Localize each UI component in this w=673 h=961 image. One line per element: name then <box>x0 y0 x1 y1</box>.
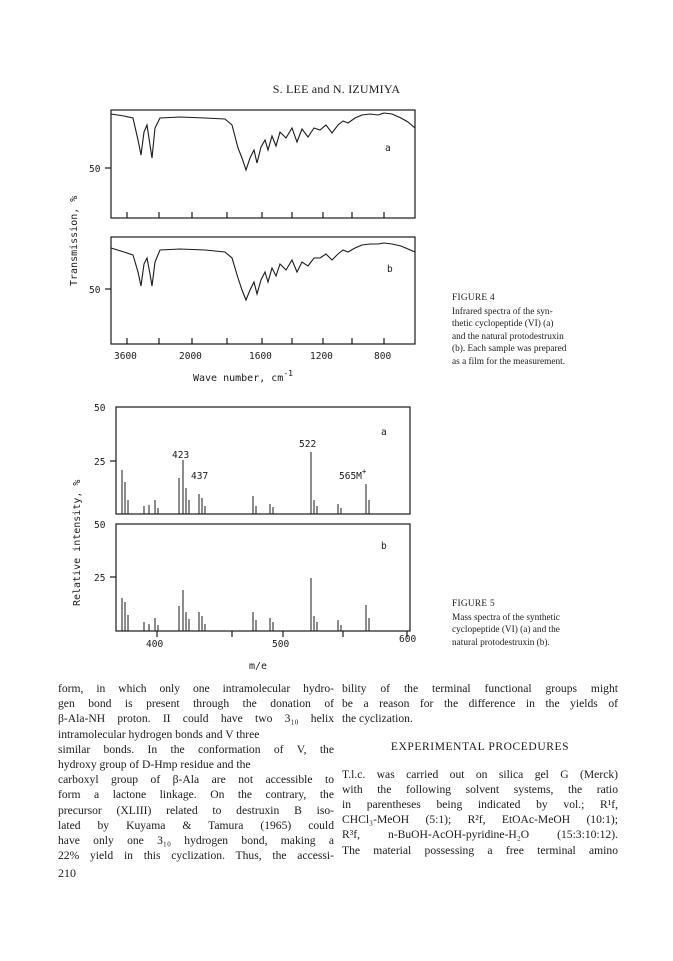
ms-x-tick-label-600: 600 <box>399 634 417 645</box>
caption-line: cyclopeptide (VI) (a) and the <box>452 625 560 636</box>
caption-line: natural protodestruxin (b). <box>452 637 550 648</box>
body-text-line: T.l.c. was carried out on silica gel G (Merck) <box>342 767 618 781</box>
body-text-line: in parentheses being indicated by vol.; R¹f, <box>342 797 618 811</box>
caption-line: and the natural protodestruxin <box>452 331 564 342</box>
ir-spectrum-b <box>111 243 415 300</box>
figure-4-caption <box>452 292 607 369</box>
ir-x-tick-label-1200: 1200 <box>310 351 333 362</box>
body-text-line: similar bonds. In the conformation of V, the <box>58 742 334 756</box>
body-text-line: have only one 3₁₀ hydrogen bond, making a <box>58 833 334 847</box>
body-text-line: form, in which only one intramolecular hydro- <box>58 682 334 695</box>
figure-5-caption <box>452 598 607 649</box>
ms-y-axis-label: Relative intensity, % <box>72 479 83 606</box>
body-text-line: carboxyl group of β-Ala are not accessible to <box>58 773 334 787</box>
body-text-line: form a lactone linkage. On the contrary, the <box>58 788 334 802</box>
ms-peaks-a <box>122 452 369 514</box>
body-text-line: intramolecular hydrogen bonds and V three <box>58 727 260 741</box>
ms-panel-b-label: b <box>381 541 387 552</box>
body-text-line: precursor (XLIII) related to destruxin B iso- <box>58 803 334 817</box>
caption-line: as a film for the measurement. <box>452 356 566 367</box>
ir-x-tick-label-1600: 1600 <box>249 351 272 362</box>
figure-5-caption-title: FIGURE 5 <box>452 599 495 609</box>
ms-x-tick-label-400: 400 <box>146 639 164 650</box>
ms-panel-a-tick-label-25: 25 <box>94 457 106 468</box>
ir-panel-a-frame <box>111 110 415 218</box>
body-text-line: β-Ala-NH proton. II could have two 3₁₀ helix <box>58 712 334 726</box>
ir-x-axis-label: Wave number, $cm^{-1}$ <box>193 369 293 384</box>
ir-panel-b-tick-label: 50 <box>89 285 101 296</box>
caption-line: thetic cyclopeptide (VI) (a) <box>452 319 554 330</box>
caption-line: (b). Each sample was prepared <box>452 344 567 355</box>
ms-x-tick-label-500: 500 <box>272 639 290 650</box>
body-left-column <box>58 681 334 863</box>
ms-panel-a-tick-label-50: 50 <box>94 403 106 414</box>
body-text-line: 22% yield in this cyclization. Thus, the accessi- <box>58 849 334 863</box>
body-right-column <box>342 681 618 858</box>
body-text-line: hydroxy group of D-Hmp residue and the <box>58 757 251 771</box>
ms-panel-a-label: a <box>381 427 387 438</box>
ir-x-tick-label-800: 800 <box>374 351 392 362</box>
body-text-line: R³f, n-BuOH-AcOH-pyridine-H₂O (15:3:10:12). <box>342 828 618 842</box>
ms-peak-label-423: 423 <box>172 450 190 461</box>
ms-panel-b-tick-label-50: 50 <box>94 520 106 531</box>
body-text-line: bility of the terminal functional groups might <box>342 682 618 695</box>
figure-4-caption-title: FIGURE 4 <box>452 293 495 303</box>
ir-panel-a-tick-label: 50 <box>89 164 101 175</box>
ir-x-tick-label-3600: 3600 <box>114 351 137 362</box>
body-text-line: be a reason for the difference in the yields of <box>342 697 618 711</box>
body-text-line: the cyclization. <box>342 712 413 726</box>
body-text-line: The material possessing a free terminal amino <box>342 843 618 857</box>
ms-peak-label-522: 522 <box>299 439 317 450</box>
body-text-line: lated by Kuyama & Tamura (1965) could <box>58 818 334 832</box>
body-text-line: with the following solvent systems, the ratio <box>342 782 618 796</box>
ms-peaks-b <box>122 578 369 631</box>
caption-line: Mass spectra of the synthetic <box>452 612 560 623</box>
section-heading: EXPERIMENTAL PROCEDURES <box>390 740 570 753</box>
ir-panel-b-frame <box>111 237 415 344</box>
ir-y-axis-label: Transmission, % <box>69 195 80 286</box>
ir-x-tick-label-2000: 2000 <box>179 351 202 362</box>
ms-x-axis-label: m/e <box>249 661 268 672</box>
body-text-line: gen bond is present through the donation of <box>58 697 334 711</box>
ms-molecular-ion-label: 565M+ <box>339 467 367 482</box>
running-header: S. LEE and N. IZUMIYA <box>272 82 401 96</box>
ir-panel-a-label: a <box>385 143 391 154</box>
page-number: 210 <box>58 866 76 880</box>
ms-peak-label-437: 437 <box>191 471 209 482</box>
ms-panel-b-tick-label-25: 25 <box>94 573 106 584</box>
ir-spectrum-a <box>111 113 415 170</box>
ir-panel-b-label: b <box>387 264 393 275</box>
caption-line: Infrared spectra of the syn- <box>452 306 553 317</box>
body-text-line: CHCl₃-MeOH (5:1); R²f, EtOAc-MeOH (10:1); <box>342 813 618 827</box>
